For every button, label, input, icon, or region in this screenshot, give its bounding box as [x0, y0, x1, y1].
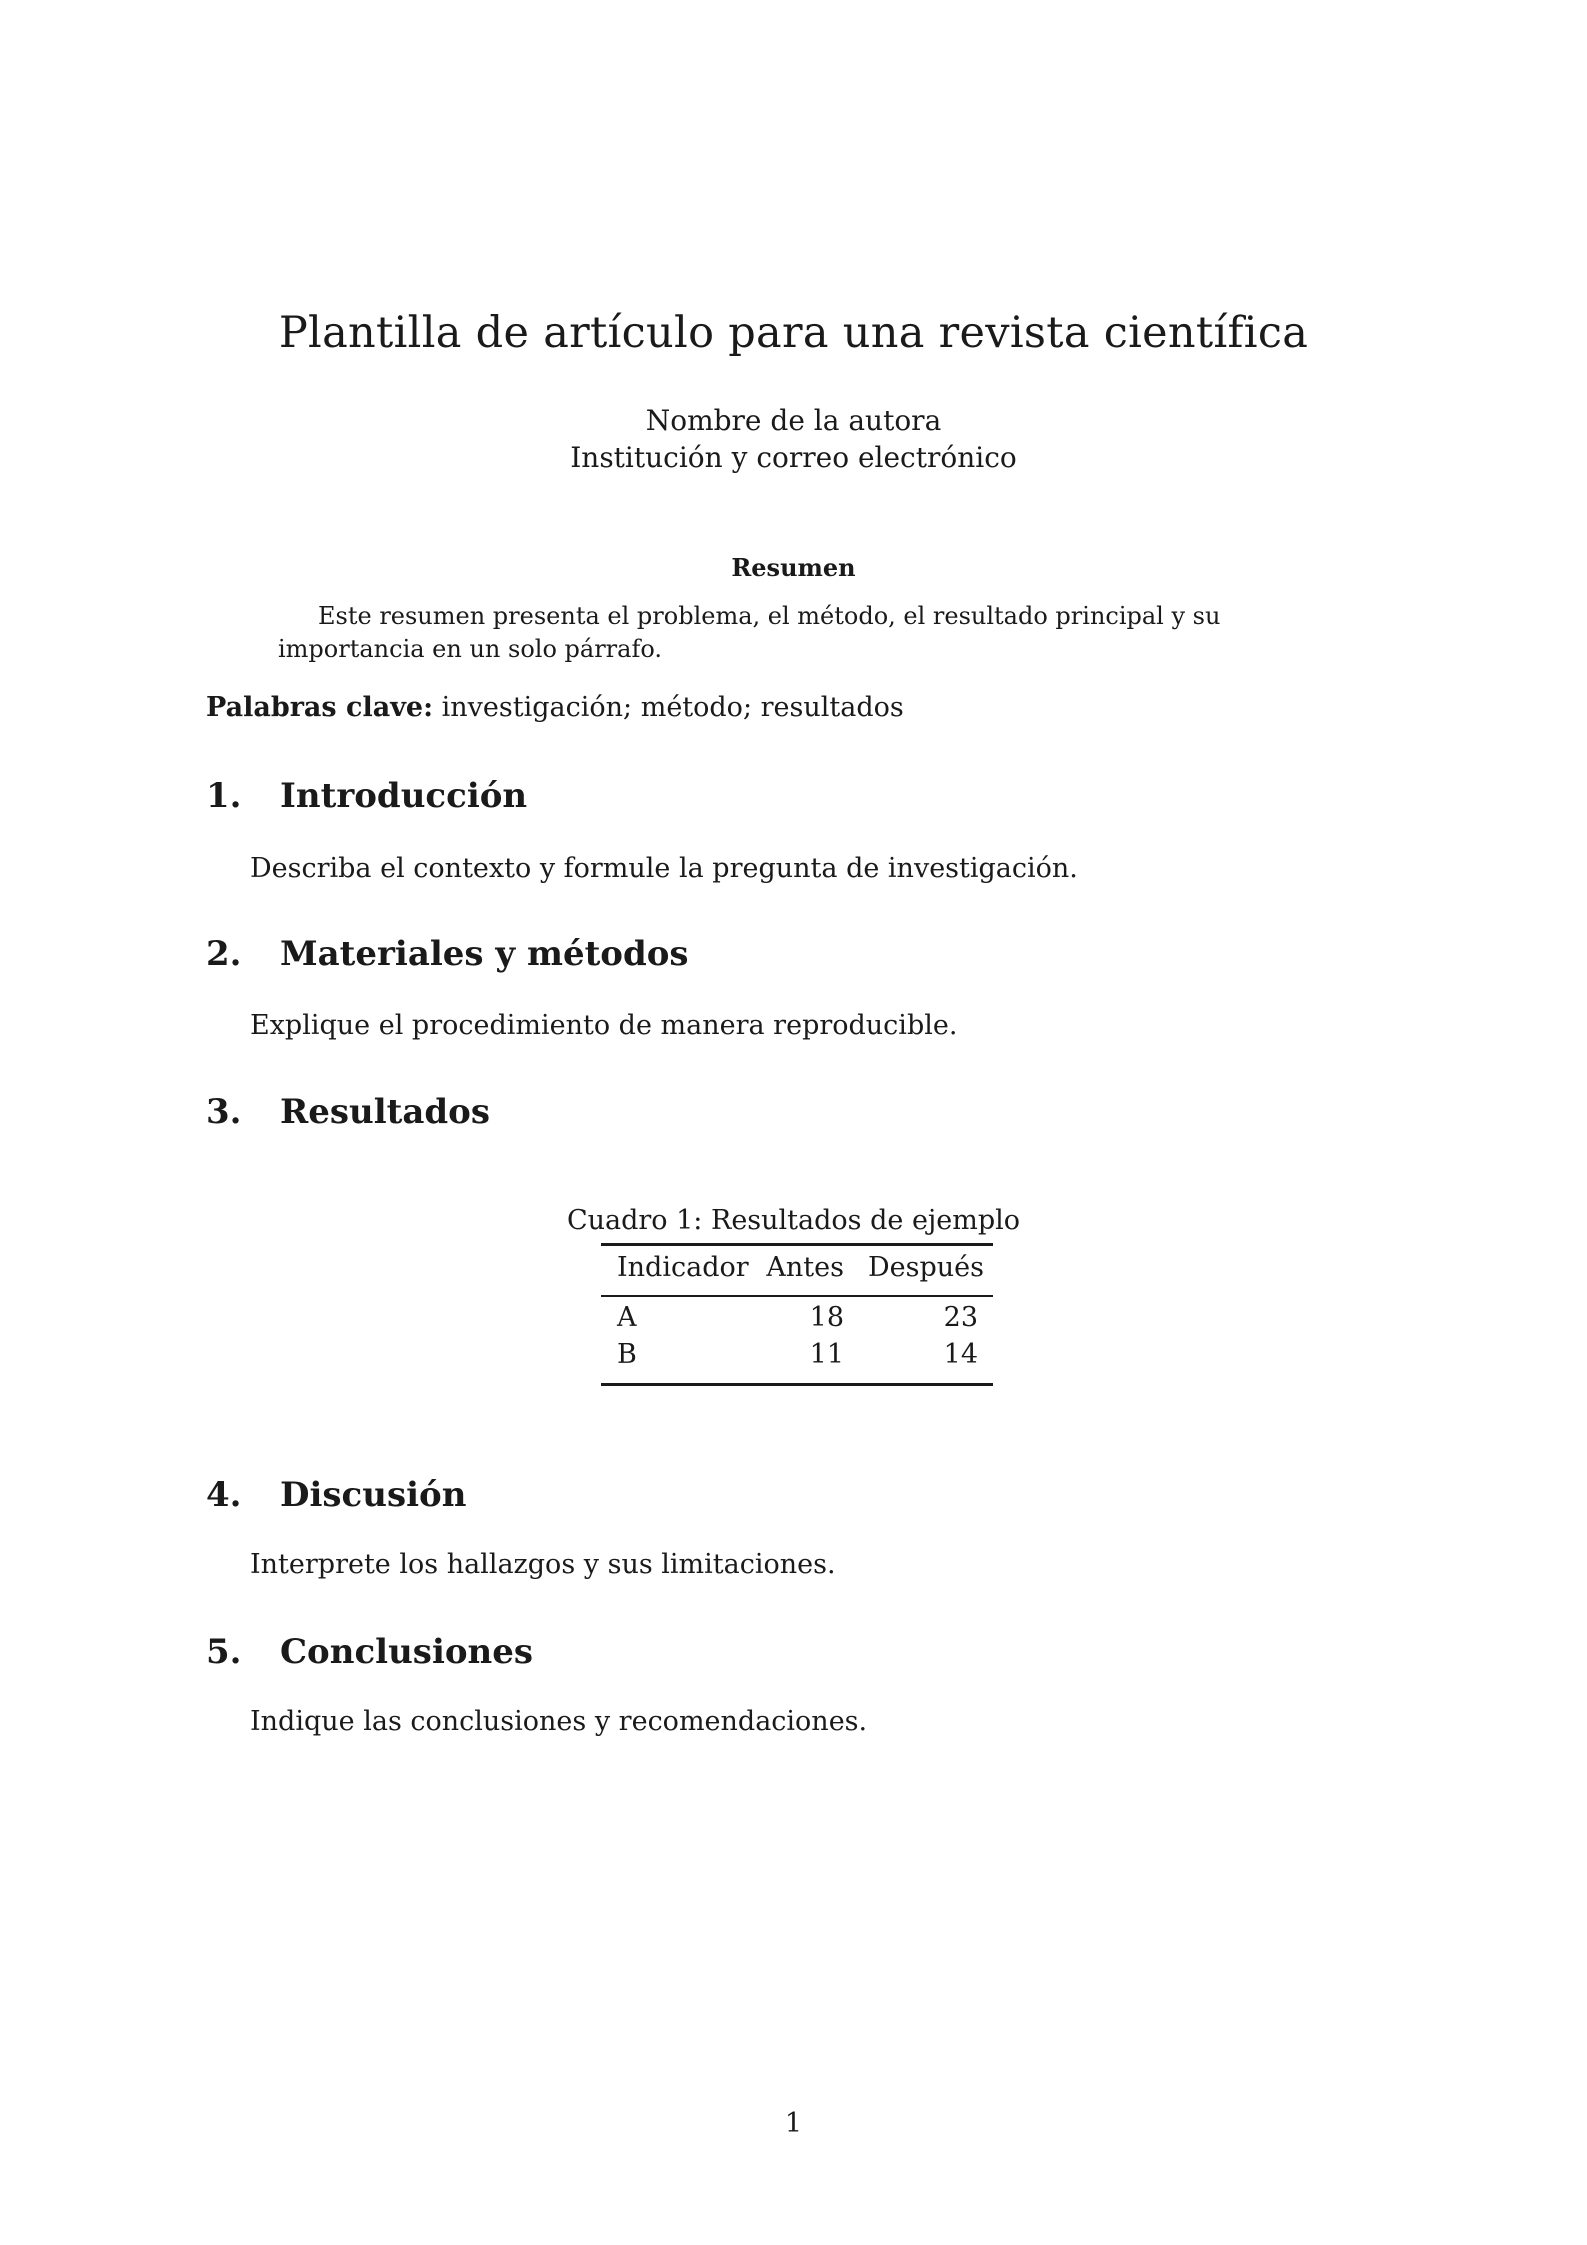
- section-5-title: Conclusiones: [280, 1632, 534, 1672]
- table-cell: 23: [943, 1302, 978, 1333]
- section-4-text: Interprete los hallazgos y sus limitaciones.: [250, 1549, 836, 1580]
- section-2-title: Materiales y métodos: [280, 934, 689, 974]
- section-4-number: 4.: [206, 1475, 242, 1515]
- table-cell: 14: [943, 1339, 978, 1370]
- table-mid-rule: [601, 1295, 993, 1297]
- section-5-number: 5.: [206, 1632, 242, 1672]
- section-3-title: Resultados: [280, 1092, 490, 1132]
- table-cell: B: [617, 1339, 637, 1370]
- abstract-text: Este resumen presenta el problema, el método, el resultado principal y su importancia en un solo párrafo.: [278, 602, 1221, 663]
- section-4-title: Discusión: [280, 1475, 467, 1515]
- section-1-number: 1.: [206, 776, 242, 816]
- keywords-text: investigación; método; resultados: [441, 692, 904, 723]
- table-bottom-rule: [601, 1383, 993, 1386]
- keywords-line: [206, 692, 904, 723]
- section-2-text: Explique el procedimiento de manera reproducible.: [250, 1010, 958, 1041]
- table-header-despues: Después: [868, 1252, 984, 1283]
- author-name: Nombre de la autora: [645, 404, 942, 437]
- section-1-text: Describa el contexto y formule la pregunta de investigación.: [250, 853, 1078, 884]
- section-5-text: Indique las conclusiones y recomendaciones.: [250, 1706, 868, 1737]
- table-caption: Cuadro 1: Resultados de ejemplo: [566, 1205, 1021, 1236]
- author-affiliation: Institución y correo electrónico: [570, 441, 1017, 474]
- section-3-number: 3.: [206, 1092, 242, 1132]
- table-cell: A: [617, 1302, 637, 1333]
- table-header-indicador: Indicador: [617, 1252, 749, 1283]
- paper-title: Plantilla de artículo para una revista científica: [278, 308, 1309, 358]
- keywords-label: Palabras clave:: [206, 692, 434, 723]
- abstract-heading: Resumen: [731, 553, 856, 582]
- section-2-number: 2.: [206, 934, 242, 974]
- table-cell: 18: [809, 1302, 844, 1333]
- table-cell: 11: [809, 1339, 844, 1370]
- page-number: 1: [784, 2108, 803, 2139]
- table-top-rule: [601, 1243, 993, 1246]
- table-header-antes: Antes: [766, 1252, 844, 1283]
- section-1-title: Introducción: [280, 776, 528, 816]
